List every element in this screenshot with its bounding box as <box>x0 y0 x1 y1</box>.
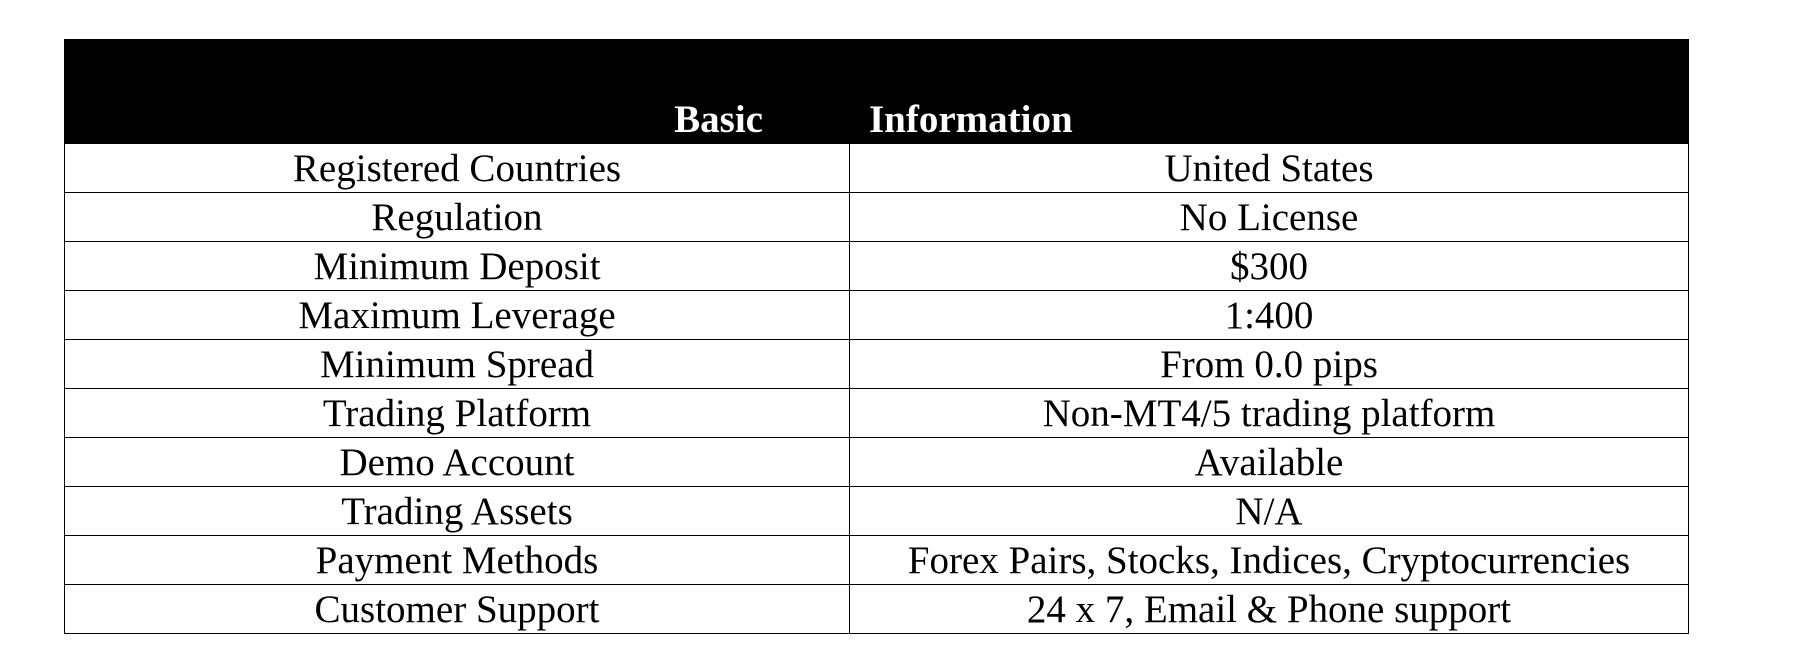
header-basic: Basic <box>65 40 850 144</box>
row-value: Available <box>850 438 1689 487</box>
table-row <box>65 291 1689 340</box>
header-information: Information <box>850 40 1689 144</box>
table-row <box>65 389 1689 438</box>
row-label: Regulation <box>65 193 850 242</box>
row-value: United States <box>850 144 1689 193</box>
table-row <box>65 487 1689 536</box>
row-label: Minimum Spread <box>65 340 850 389</box>
row-label: Trading Assets <box>65 487 850 536</box>
row-label: Maximum Leverage <box>65 291 850 340</box>
row-label: Payment Methods <box>65 536 850 585</box>
table-header <box>65 40 1689 144</box>
row-value: 24 x 7, Email & Phone support <box>850 585 1689 634</box>
row-label: Trading Platform <box>65 389 850 438</box>
table-row <box>65 242 1689 291</box>
header-row <box>65 40 1689 144</box>
table-row <box>65 438 1689 487</box>
row-value: N/A <box>850 487 1689 536</box>
row-value: No License <box>850 193 1689 242</box>
row-label: Minimum Deposit <box>65 242 850 291</box>
row-value: From 0.0 pips <box>850 340 1689 389</box>
table-row <box>65 340 1689 389</box>
row-value: Forex Pairs, Stocks, Indices, Cryptocurrencies <box>850 536 1689 585</box>
row-value: Non-MT4/5 trading platform <box>850 389 1689 438</box>
table-row <box>65 585 1689 634</box>
table-row <box>65 536 1689 585</box>
table-row <box>65 193 1689 242</box>
table-row <box>65 144 1689 193</box>
broker-info-table <box>64 39 1689 634</box>
row-label: Registered Countries <box>65 144 850 193</box>
row-label: Demo Account <box>65 438 850 487</box>
row-value: $300 <box>850 242 1689 291</box>
table-body <box>65 144 1689 634</box>
row-label: Customer Support <box>65 585 850 634</box>
row-value: 1:400 <box>850 291 1689 340</box>
